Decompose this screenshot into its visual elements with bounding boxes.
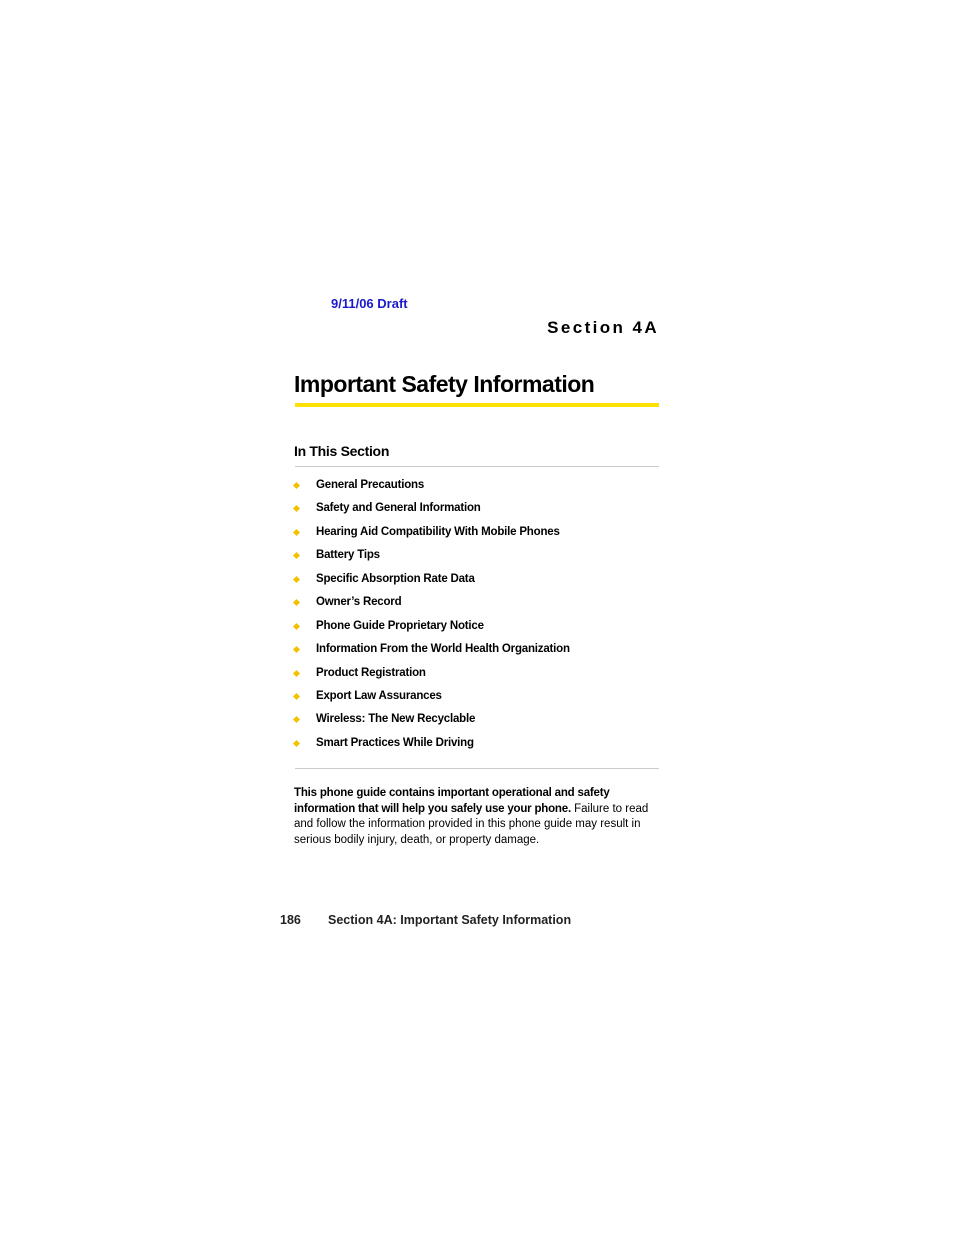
title-underline [295, 403, 659, 407]
section-divider-bottom [295, 768, 659, 769]
list-item-label[interactable]: Smart Practices While Driving [316, 736, 474, 749]
list-item-label[interactable]: Hearing Aid Compatibility With Mobile Phones [316, 525, 560, 538]
diamond-bullet-icon [293, 693, 300, 700]
list-item-label[interactable]: Information From the World Health Organization [316, 643, 570, 656]
list-item-label[interactable]: Specific Absorption Rate Data [316, 572, 475, 585]
list-item-label[interactable]: General Precautions [316, 479, 425, 491]
section-divider-top [295, 466, 659, 467]
list-item-label[interactable]: Export Law Assurances [316, 689, 442, 702]
in-this-section-heading: In This Section [294, 443, 390, 459]
diamond-bullet-icon [293, 599, 300, 606]
diamond-bullet-icon [293, 529, 300, 536]
safety-notice-paragraph [294, 786, 659, 849]
running-footer-title: Section 4A: Important Safety Information [328, 913, 572, 927]
page-number: 186 [280, 913, 301, 927]
diamond-bullet-icon [293, 482, 300, 489]
page-title: Important Safety Information [294, 371, 595, 397]
diamond-bullet-icon [293, 716, 300, 723]
list-item-label[interactable]: Product Registration [316, 666, 426, 679]
list-item-label[interactable]: Safety and General Information [316, 502, 481, 515]
list-item-label[interactable]: Wireless: The New Recyclable [316, 713, 476, 726]
diamond-bullet-icon [293, 646, 300, 653]
diamond-bullet-icon [293, 505, 300, 512]
diamond-bullet-icon [293, 552, 300, 559]
draft-stamp: 9/11/06 Draft [331, 296, 408, 311]
list-item-label[interactable]: Phone Guide Proprietary Notice [316, 619, 484, 632]
diamond-bullet-icon [293, 669, 300, 676]
diamond-bullet-icon [293, 740, 300, 747]
safety-notice-bold: This phone guide contains important operational and safety information that will help you safely use your phone. [294, 787, 610, 815]
safety-notice-text: Failure to read and follow the information provided in this phone guide may result in serious bodily injury, death, or property damage. [294, 802, 649, 847]
diamond-bullet-icon [293, 623, 300, 630]
section-label: Section 4A [547, 318, 659, 337]
list-item-label[interactable]: Battery Tips [316, 549, 380, 562]
list-item-label[interactable]: Owner’s Record [316, 596, 402, 609]
diamond-bullet-icon [293, 576, 300, 583]
